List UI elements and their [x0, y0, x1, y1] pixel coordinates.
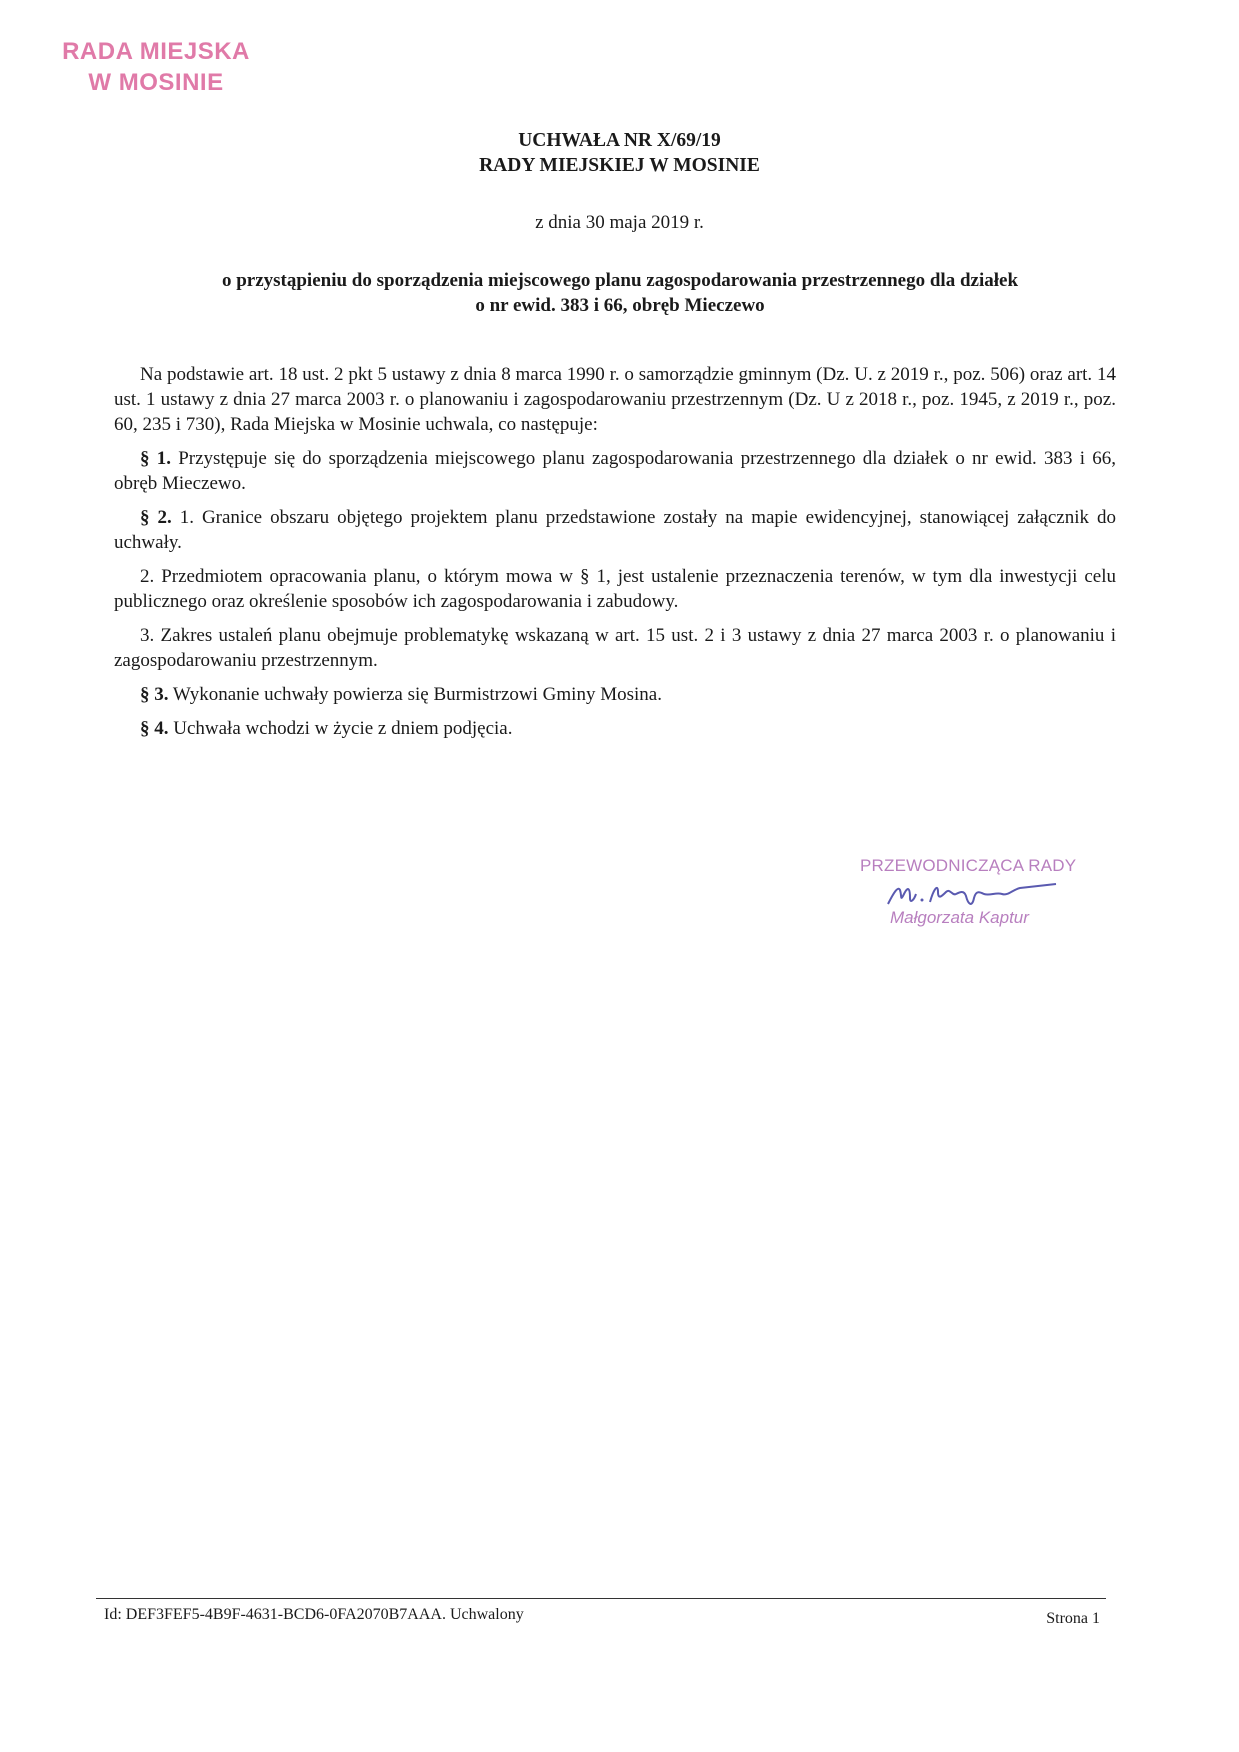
section-2-text: 1. Granice obszaru objętego projektem planu przedstawione zostały na mapie ewidencyjnej, stanowiącej załącznik do uchwały.: [114, 507, 1116, 553]
council-stamp: [36, 36, 276, 98]
section-1-paragraph: [114, 446, 1116, 496]
section-1-label: § 1.: [140, 448, 171, 469]
section-2-point-2: 2. Przedmiotem opracowania planu, o którym mowa w § 1, jest ustalenie przeznaczenia terenów, w tym dla inwestycji celu publicznego oraz określenie sposobów ich zagospodarowania i zabudowy.: [114, 566, 1116, 612]
signature-title: PRZEWODNICZĄCA RADY: [860, 856, 1077, 875]
issuing-body: RADY MIEJSKIEJ W MOSINIE: [479, 155, 760, 176]
footer-divider: [96, 1598, 1106, 1599]
section-3-paragraph: [114, 682, 1116, 707]
handwritten-signature: [880, 878, 1080, 912]
stamp-line-1: RADA MIEJSKA: [62, 38, 250, 65]
section-2-paragraph: [114, 505, 1116, 555]
resolution-body: [114, 362, 1116, 750]
subject-line-1: o przystąpieniu do sporządzenia miejscowego planu zagospodarowania przestrzennego dla działek: [221, 270, 1019, 291]
subject-line-2: o nr ewid. 383 i 66, obręb Mieczewo: [475, 295, 765, 316]
section-4-paragraph: [114, 716, 1116, 741]
section-3-label: § 3.: [140, 684, 169, 705]
page-number: Strona 1: [1046, 1610, 1100, 1627]
chairperson-signature-stamp: [860, 856, 1100, 927]
document-header: [0, 128, 1239, 178]
section-1-text: Przystępuje się do sporządzenia miejscowego planu zagospodarowania przestrzennego dla działek o nr ewid. 383 i 66, obręb Mieczewo.: [114, 448, 1116, 494]
section-4-label: § 4.: [140, 718, 169, 739]
section-3-text: Wykonanie uchwały powierza się Burmistrzowi Gminy Mosina.: [168, 684, 662, 705]
signatory-name: Małgorzata Kaptur: [890, 908, 1029, 927]
document-id: Id: DEF3FEF5-4B9F-4631-BCD6-0FA2070B7AAA. Uchwalony: [104, 1606, 524, 1623]
section-4-text: Uchwała wchodzi w życie z dniem podjęcia.: [168, 718, 513, 739]
stamp-line-2: W MOSINIE: [88, 69, 224, 96]
resolution-date: z dnia 30 maja 2019 r.: [535, 212, 704, 233]
resolution-subject: [150, 268, 1090, 318]
section-2-point-3: 3. Zakres ustaleń planu obejmuje problematykę wskazaną w art. 15 ust. 2 i 3 ustawy z dnia 27 marca 2003 r. o planowaniu i zagospodarowaniu przestrzennym.: [114, 625, 1116, 671]
preamble-paragraph: Na podstawie art. 18 ust. 2 pkt 5 ustawy z dnia 8 marca 1990 r. o samorządzie gminnym (Dz. U. z 2019 r., poz. 506) oraz art. 14 ust. 1 ustawy z dnia 27 marca 2003 r. o planowaniu i zagospodarowaniu przestrzennym (Dz. U z 2018 r., poz. 1945, z 2019 r., poz. 60, 235 i 730), Rada Miejska w Mosinie uchwala, co następuje:: [114, 364, 1116, 435]
section-2-label: § 2.: [140, 507, 172, 528]
resolution-title: UCHWAŁA NR X/69/19: [518, 130, 721, 151]
